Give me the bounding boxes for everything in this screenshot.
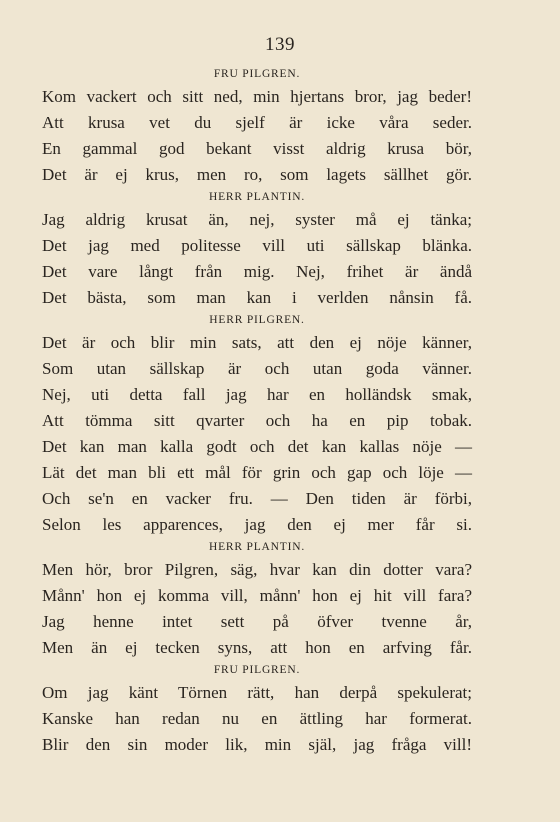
verse-line: Det bästa, som man kan i verlden nånsin få. [42, 288, 472, 307]
speaker-heading: FRU PILGREN. [213, 68, 301, 80]
verse-line: Månn' hon ej komma vill, månn' hon ej hit vill fara? [42, 586, 472, 605]
verse-line: Lät det man bli ett mål för grin och gap och löje — [42, 463, 472, 482]
verse-line: Blir den sin moder lik, min själ, jag fråga vill! [42, 735, 472, 754]
verse-line: Men hör, bror Pilgren, säg, hvar kan din dotter vara? [42, 560, 472, 579]
verse-line: Och se'n en vacker fru. — Den tiden är förbi, [42, 489, 472, 508]
speaker-heading: HERR PLANTIN. [208, 191, 305, 203]
verse-line: Nej, uti detta fall jag har en holländsk smak, [42, 385, 472, 404]
verse-line: Att tömma sitt qvarter och ha en pip tobak. [42, 411, 472, 430]
verse-line: En gammal god bekant visst aldrig krusa bör, [42, 139, 472, 158]
speaker-heading: FRU PILGREN. [213, 664, 301, 676]
verse-line: Det vare långt från mig. Nej, frihet är ändå [42, 262, 472, 281]
page-number: 139 [265, 34, 295, 55]
verse-line: Det kan man kalla godt och det kan kallas nöje — [42, 437, 472, 456]
verse-line: Om jag känt Törnen rätt, han derpå spekulerat; [42, 683, 472, 702]
poem-text [42, 65, 472, 758]
verse-line: Kom vackert och sitt ned, min hjertans bror, jag beder! [42, 87, 472, 106]
speaker-heading: HERR PILGREN. [209, 314, 305, 326]
verse-line: Att krusa vet du sjelf är icke våra seder. [42, 113, 472, 132]
verse-line: Det jag med politesse vill uti sällskap blänka. [42, 236, 472, 255]
verse-line: Som utan sällskap är och utan goda vänner. [42, 359, 472, 378]
verse-line: Kanske han redan nu en ättling har formerat. [42, 709, 472, 728]
verse-line: Det är ej krus, men ro, som lagets sällhet gör. [42, 165, 472, 184]
verse-line: Jag aldrig krusat än, nej, syster må ej tänka; [42, 210, 472, 229]
verse-line: Selon les apparences, jag den ej mer får si. [42, 515, 472, 534]
verse-line: Jag henne intet sett på öfver tvenne år, [42, 612, 472, 631]
speaker-heading: HERR PLANTIN. [208, 541, 305, 553]
verse-line: Det är och blir min sats, att den ej nöje känner, [42, 333, 472, 352]
verse-line: Men än ej tecken syns, att hon en arfving får. [42, 638, 472, 657]
